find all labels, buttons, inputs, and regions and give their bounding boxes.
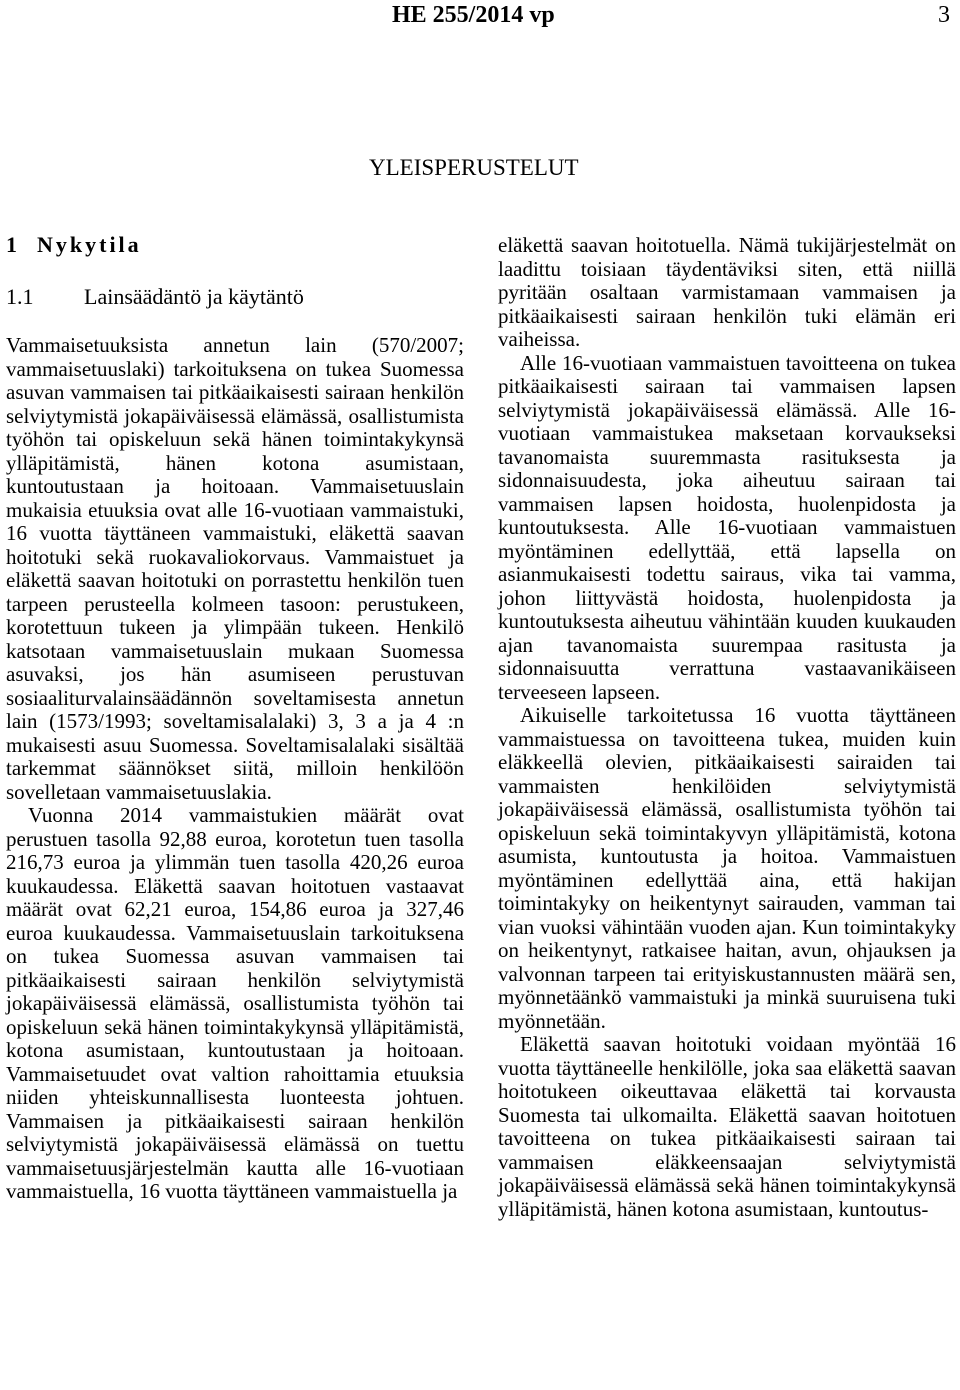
paragraph: Aikuiselle tarkoitetussa 16 vuotta täyttäneen vammaistuessa on tavoitteena tukea, muiden kuin eläkkeellä olevien, pitkäaikaisesti sairaiden tai vammaisten henkilöiden selviytymistä jokapäiväisessä elämässä, osallistumista työhön tai opiskeluun sekä toimintakyvyn ylläpitämistä, kotona asumista, kuntoutusta ja hoitoa. Vammaistuen myöntäminen edellyttää aina, että hakijan toimintakyky on heikentynyt sairauden, vamman tai vian vuoksi vähintään vuoden ajan. Kun toimintakyky on heikentynyt, ratkaisee haitan, avun, ohjauksen ja valvonnan tarpeen tai erityiskustannusten määrä sen, myönnetäänkö vammaistuki ja minkä suuruisena tuki myönnetään. [498, 703, 956, 1033]
heading-1-number: 1 [6, 232, 20, 257]
paragraph: eläkettä saavan hoitotuella. Nämä tukijärjestelmät on laadittu toisiaan täydentäviksi siten, että niillä pyritään osaltaan varmistamaan vammaisen ja pitkäaikaisesti sairaan henkilön tuki elämän eri vaiheissa. [498, 233, 956, 351]
left-column-text [6, 334, 464, 1204]
paragraph: Vuonna 2014 vammaistukien määrät ovat perustuen tasolla 92,88 euroa, korotetun tuen tasolla 216,73 euroa ja ylimmän tuen tasolla 420,26 euroa kuukaudessa. Eläkettä saavan hoitotuen vastaavat määrät ovat 62,21 euroa, 154,86 euroa ja 327,46 euroa kuukaudessa. Vammaisetuuslain tarkoituksena on tukea Suomessa asuvan vammaisen tai pitkäaikaisesti sairaan henkilön selviytymistä jokapäiväisessä elämässä, osallistumista työhön tai opiskeluun sekä hänen toimintakykynsä ylläpitämistä, kotona asumistaan, kuntoutustaan ja hoitoaan. Vammaisetuudet ovat valtion rahoittamia etuuksia niiden yhteiskunnallisesta luonteesta johtuen. Vammaisen ja pitkäaikaisesti sairaan henkilön selviytymistä jokapäiväisessä elämässä on tuettu vammaisetuusjärjestelmän kautta alle 16-vuotiaan vammaistuella, 16 vuotta täyttäneen vammaistuella ja [6, 803, 464, 1203]
paragraph: Eläkettä saavan hoitotuki voidaan myöntää 16 vuotta täyttäneelle henkilölle, joka saa eläkettä saavan hoitotukeen oikeuttavaa eläkettä tai korvausta Suomesta tai ulkomailta. Eläkettä saavan hoitotuen tavoitteena on tukea pitkäaikaisesti sairaan tai vammaisen eläkkeensaajan selviytymistä jokapäiväisessä elämässä sekä hänen toimintakykynsä ylläpitämistä, hänen kotona asumistaan, kuntoutus- [498, 1032, 956, 1221]
heading-1-title: Nykytila [37, 232, 142, 257]
page-number: 3 [938, 2, 950, 28]
paragraph: Alle 16-vuotiaan vammaistuen tavoitteena on tukea pitkäaikaisesti sairaan tai vammaisen lapsen selviytymistä jokapäiväisessä elämässä. Alle 16-vuotiaan vammaistukea maksetaan korvaukseksi tavanomaista suuremmasta rasituksesta ja sidonnaisuudesta, joka aiheutuu sairaan tai vammaisen lapsen hoidosta, huolenpidosta ja kuntoutuksesta. Alle 16-vuotiaan vammaistuen myöntäminen edellyttää, että lapsella on asianmukaisesti todettu sairaus, vika tai vamma, johon liittyvästä hoidosta, huolenpidosta ja kuntoutuksesta aiheutuu vähintään kuuden kuukauden ajan tavanomaista suurempaa rasitusta ja sidonnaisuutta verrattuna vastaavanikäiseen terveeseen lapseen. [498, 350, 956, 704]
right-column-text [498, 234, 956, 1221]
heading-2-title: Lainsäädäntö ja käytäntö [84, 284, 304, 309]
section-title: YLEISPERUSTELUT [369, 155, 579, 180]
document-id: HE 255/2014 vp [392, 2, 555, 28]
paragraph: Vammaisetuuksista annetun lain (570/2007; vammaisetuuslaki) tarkoituksena on tukea Suomessa asuvan vammaisen tai pitkäaikaisesti sairaan henkilön selviytymistä jokapäiväisessä elämässä, osallistumista työhön tai opiskeluun sekä hänen toimintakykynsä ylläpitämistä, hänen kotona asumistaan, kuntoutustaan ja hoitoaan. Vammaisetuuslain mukaisia etuuksia ovat alle 16-vuotiaan vammaistuki, 16 vuotta täyttäneen vammaistuki, eläkettä saavan hoitotuki sekä ruokavaliokorvaus. Vammaistuet ja eläkettä saavan hoitotuki on porrastettu henkilön tuen tarpeen perusteella kolmeen tasoon: perustukeen, korotettuun tukeen ja ylimpään tukeen. Henkilö katsotaan vammaisetuuslain mukaan Suomessa asuvaksi, jos hän asumiseen perustuvan sosiaaliturvalainsäädännön soveltamisesta annetun lain (1573/1993; soveltamisalalaki) 3, 3 a ja 4 :n mukaisesti asuu Suomessa. Soveltamisalalaki sisältää tarkemmat säännökset siitä, milloin henkilöön sovelletaan vammaisetuuslakia. [6, 333, 464, 804]
heading-2 [6, 284, 304, 310]
heading-2-number: 1.1 [6, 284, 34, 309]
heading-1 [6, 232, 142, 258]
